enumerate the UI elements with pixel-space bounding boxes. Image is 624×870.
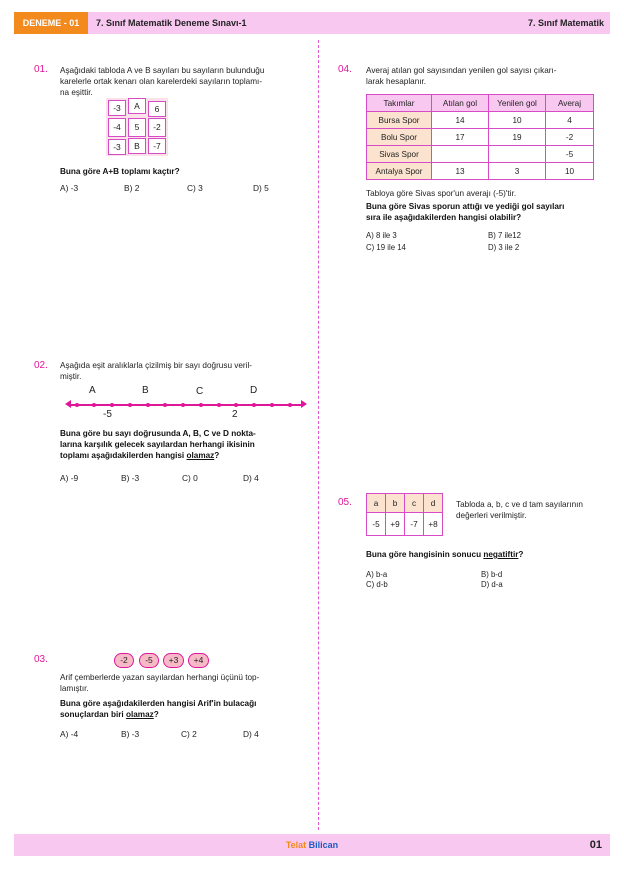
circle-number: -2 [114, 653, 134, 668]
q3-text: Arif çemberlerde yazan sayılardan herhangi üçünü top- lamıştır. [60, 673, 260, 693]
table-header: a [367, 494, 386, 513]
q1-grid [106, 98, 168, 156]
grid-cell: B [128, 138, 146, 154]
number-line [70, 404, 302, 406]
q5-text: Tabloda a, b, c ve d tam sayılarının değerleri verilmiştir. [456, 500, 583, 520]
tick [288, 403, 292, 407]
table-cell: 3 [489, 163, 546, 180]
q5-option-b[interactable]: B) b-d [481, 570, 503, 579]
q5-option-a[interactable]: A) b-a [366, 570, 388, 579]
arrow-left-icon [65, 400, 71, 408]
q1-question: Buna göre A+B toplamı kaçtır? [60, 167, 180, 176]
q5-table [366, 493, 443, 536]
table-header: d [424, 494, 443, 513]
q3-option-c[interactable]: C) 2 [181, 729, 197, 739]
label-a: A [89, 385, 96, 396]
tick [270, 403, 274, 407]
q4-option-b[interactable]: B) 7 ile12 [488, 231, 521, 240]
q5-option-c[interactable]: C) d-b [366, 580, 388, 589]
q5-number: 05. [338, 497, 352, 508]
table-cell [489, 146, 546, 163]
table-header: Takımlar [367, 95, 432, 112]
q2-option-d[interactable]: D) 4 [243, 473, 259, 483]
q4-number: 04. [338, 64, 352, 75]
table-cell: 13 [432, 163, 489, 180]
label-b: B [142, 385, 149, 396]
tick [146, 403, 150, 407]
table-row [367, 112, 594, 129]
q1-option-a[interactable]: A) -3 [60, 183, 79, 193]
table-cell: -5 [546, 146, 594, 163]
tick [181, 403, 185, 407]
q3-option-b[interactable]: B) -3 [121, 729, 140, 739]
table-cell: 10 [546, 163, 594, 180]
label-c: C [196, 386, 204, 397]
grid-cell: 5 [128, 118, 146, 137]
label-minus5: -5 [103, 409, 112, 420]
q4-option-a[interactable]: A) 8 ile 3 [366, 231, 397, 240]
q3-option-a[interactable]: A) -4 [60, 729, 79, 739]
table-row [367, 513, 443, 536]
tick [75, 403, 79, 407]
label-2: 2 [232, 409, 238, 420]
q1-option-d[interactable]: D) 5 [253, 183, 269, 193]
q4-question: Buna göre Sivas sporun attığı ve yediği gol sayıları sıra ile aşağıdakilerden hangisi olabilir? [366, 202, 565, 222]
q3-option-d[interactable]: D) 4 [243, 729, 259, 739]
table-cell: 4 [546, 112, 594, 129]
tick [252, 403, 256, 407]
tick [92, 403, 96, 407]
table-header-row [367, 95, 594, 112]
q1-text: Aşağıdaki tabloda A ve B sayıları bu sayıların bulunduğu karelerle ortak kenarı olan karelerdeki sayıların toplamı- na eşittir. [60, 66, 265, 97]
tick [128, 403, 132, 407]
table-header: Yenilen gol [489, 95, 546, 112]
q2-question: Buna göre bu sayı doğrusunda A, B, C ve D nokta- larına karşılık gelecek sayılardan herhangi ikisinin toplamı aşağıdakilerden hangisi olamaz? [60, 429, 256, 460]
q1-option-b[interactable]: B) 2 [124, 183, 140, 193]
table-cell: -7 [405, 513, 424, 536]
table-row [367, 129, 594, 146]
q3-question: Buna göre aşağıdakilerden hangisi Arif'in bulacağı sonuçlardan biri olamaz? [60, 699, 257, 719]
table-cell: +8 [424, 513, 443, 536]
table-cell: -2 [546, 129, 594, 146]
tick [163, 403, 167, 407]
tick [199, 403, 203, 407]
table-header: Atılan gol [432, 95, 489, 112]
table-header: c [405, 494, 424, 513]
table-cell: Antalya Spor [367, 163, 432, 180]
table-header: b [386, 494, 405, 513]
table-cell: +9 [386, 513, 405, 536]
grid-cell: -4 [108, 118, 126, 137]
grid-cell: -2 [148, 118, 166, 137]
page-number: 01 [589, 839, 602, 851]
q5-question: Buna göre hangisinin sonucu negatiftir? [366, 550, 524, 559]
q4-note: Tabloya göre Sivas spor'un averajı (-5)'tir. [366, 189, 517, 198]
grid-cell: -3 [108, 100, 126, 116]
tick [110, 403, 114, 407]
grid-cell: -3 [108, 139, 126, 155]
arrow-right-icon [301, 400, 307, 408]
circle-number: +4 [188, 653, 209, 668]
table-cell: 14 [432, 112, 489, 129]
q2-option-c[interactable]: C) 0 [182, 473, 198, 483]
tick [234, 403, 238, 407]
header-title: 7. Sınıf Matematik Deneme Sınavı-1 [96, 18, 247, 28]
q2-number: 02. [34, 360, 48, 371]
table-header: Averaj [546, 95, 594, 112]
header-subject: 7. Sınıf Matematik [527, 18, 604, 28]
q4-option-d[interactable]: D) 3 ile 2 [488, 243, 520, 252]
q2-option-b[interactable]: B) -3 [121, 473, 140, 483]
table-row [367, 163, 594, 180]
table-cell: -5 [367, 513, 386, 536]
footer-author: Telat Bilican [285, 840, 339, 850]
q4-option-c[interactable]: C) 19 ile 14 [366, 243, 406, 252]
table-row [367, 146, 594, 163]
tick [217, 403, 221, 407]
q4-text: Averaj atılan gol sayısından yenilen gol sayısı çıkarı- larak hesaplanır. [366, 66, 557, 86]
circle-number: -5 [139, 653, 159, 668]
table-header-row [367, 494, 443, 513]
q2-text: Aşağıda eşit aralıklarla çizilmiş bir sayı doğrusu veril- miştir. [60, 361, 253, 381]
q5-option-d[interactable]: D) d-a [481, 580, 503, 589]
grid-cell: 6 [148, 101, 166, 117]
q2-option-a[interactable]: A) -9 [60, 473, 79, 483]
table-cell: 10 [489, 112, 546, 129]
table-cell: 19 [489, 129, 546, 146]
column-divider [318, 40, 319, 830]
table-cell: 17 [432, 129, 489, 146]
q4-table [366, 94, 594, 180]
table-cell: Bolu Spor [367, 129, 432, 146]
exam-tag: DENEME - 01 [14, 12, 88, 34]
q1-number: 01. [34, 64, 48, 75]
circle-number: +3 [163, 653, 184, 668]
table-cell: Sivas Spor [367, 146, 432, 163]
q1-option-c[interactable]: C) 3 [187, 183, 203, 193]
grid-cell: A [128, 98, 146, 114]
grid-cell: -7 [148, 138, 166, 154]
table-cell [432, 146, 489, 163]
q3-number: 03. [34, 654, 48, 665]
label-d: D [250, 385, 258, 396]
table-cell: Bursa Spor [367, 112, 432, 129]
